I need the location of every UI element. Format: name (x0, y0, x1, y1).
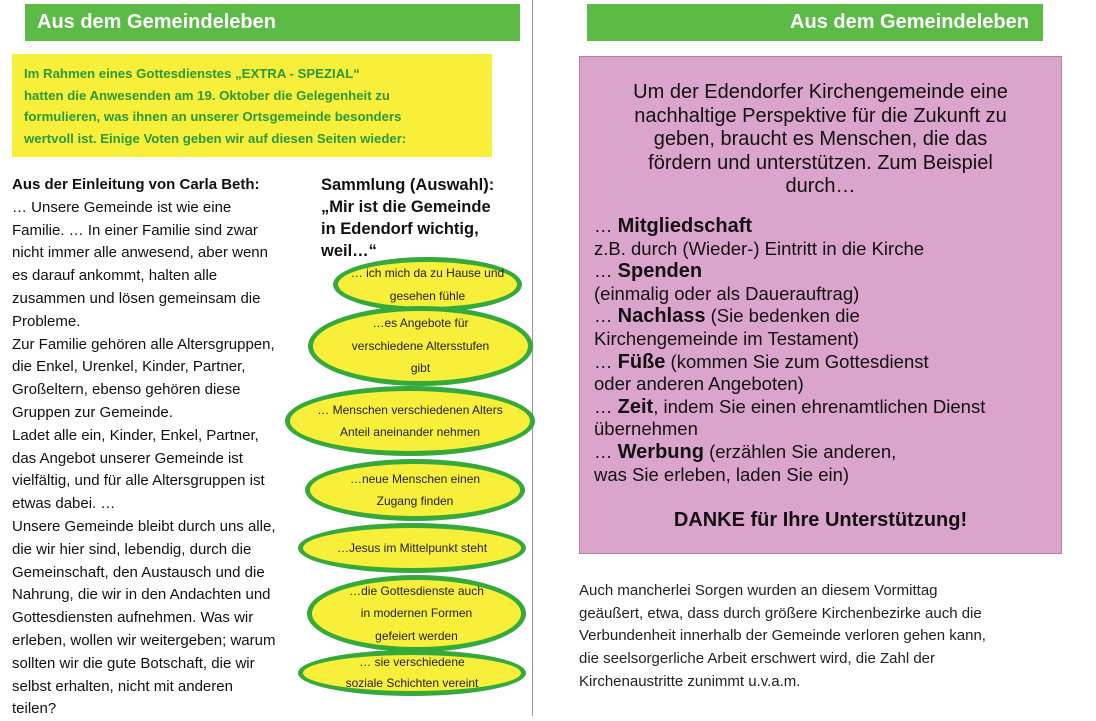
votum-ellipse (305, 459, 525, 521)
votum-ellipse (298, 523, 526, 573)
intro-line: wertvoll ist. Einige Voten geben wir auf diesen Seiten wieder: (24, 130, 407, 146)
einleitung-body (12, 197, 312, 721)
votum-ellipse (298, 650, 526, 696)
votum-line: gibt (410, 361, 431, 376)
einleitung-line: vielfältig, und für alle Altersgruppen ist (12, 472, 265, 490)
support-item-keyword: Mitgliedschaft (617, 215, 753, 237)
votum-text (349, 580, 484, 648)
votum-line: …die Gottesdienste auch (349, 583, 484, 598)
sorgen-line: Auch mancherlei Sorgen wurden an diesem Vormittag (579, 582, 938, 599)
votum-line: soziale Schichten vereint (345, 676, 479, 690)
einleitung-line: es darauf ankommt, halten alle (12, 267, 218, 285)
votum-line: in modernen Formen (360, 606, 473, 621)
einleitung-line: Großeltern, ebenso gehören diese (12, 381, 241, 399)
einleitung-line: etwas dabei. … (12, 495, 116, 513)
support-item-detail: Kirchengemeinde im Testament) (594, 327, 859, 349)
support-item-detail: z.B. durch (Wieder-) Eintritt in die Kirche (594, 237, 925, 259)
sammlung-line: „Mir ist die Gemeinde (321, 198, 491, 216)
support-item-rest: (kommen Sie zum Gottesdienst (665, 350, 929, 372)
danke-text: DANKE für Ihre Unterstützung! (673, 509, 968, 531)
support-item-keyword: Nachlass (617, 305, 706, 328)
support-intro-line: fördern und unterstützen. Zum Beispiel (648, 151, 993, 174)
einleitung-line: Nahrung, die wir in den Andachten und (12, 586, 271, 604)
intro-box (12, 54, 492, 157)
support-item (594, 396, 1054, 419)
support-item (594, 351, 1054, 374)
support-intro-line: durch… (785, 175, 856, 197)
support-item-prefix: … (594, 395, 618, 417)
support-intro (580, 81, 1061, 199)
votum-line: Anteil aneinander nehmen (339, 425, 481, 439)
support-item-keyword: Zeit (617, 395, 654, 418)
einleitung-line: Unsere Gemeinde bleibt durch uns alle, (12, 517, 276, 535)
einleitung-line: das Angebot unserer Gemeinde ist (12, 449, 243, 467)
support-item-prefix: … (594, 305, 618, 327)
support-item-prefix: … (594, 215, 618, 236)
einleitung-heading: Aus der Einleitung von Carla Beth: (12, 176, 260, 193)
intro-line: Im Rahmen eines Gottesdienstes „EXTRA - SPEZIAL“ (24, 66, 360, 81)
votum-text (350, 468, 480, 513)
einleitung-line: Zur Familie gehören alle Altersgruppen, (12, 335, 275, 353)
right-page-header: Aus dem Gemeindeleben (587, 4, 1043, 41)
votum-line: … Menschen verschiedenen Alters (317, 402, 503, 417)
votum-line: …neue Menschen einen (349, 471, 481, 486)
support-item-prefix: … (594, 440, 618, 462)
einleitung-line: Gruppen zur Gemeinde. (12, 403, 173, 421)
einleitung-line: die Enkel, Urenkel, Kinder, Partner, (12, 358, 246, 376)
einleitung-text (12, 174, 312, 721)
einleitung-line: Gemeinschaft, den Austausch und die (12, 563, 265, 581)
einleitung-line: Gottesdiensten aufnehmen. Was wir (12, 609, 254, 627)
support-item-prefix: … (594, 260, 618, 282)
sammlung-line: weil…“ (321, 242, 377, 260)
votum-text (352, 312, 489, 380)
support-item-detail: (einmalig oder als Dauerauftrag) (594, 282, 860, 304)
einleitung-line: teilen? (12, 700, 57, 718)
einleitung-line: selbst erhalten, nicht mit anderen (12, 677, 233, 695)
support-item-detail: was Sie erleben, laden Sie ein) (594, 463, 850, 485)
sorgen-line: geäußert, etwa, dass durch größere Kirchenbezirke auch die (579, 604, 982, 622)
support-intro-line: Um der Edendorfer Kirchengemeinde eine (633, 81, 1008, 103)
sammlung-line: in Edendorf wichtig, (321, 220, 479, 238)
support-item-keyword: Füße (617, 350, 666, 373)
support-item-keyword: Werbung (617, 440, 704, 463)
support-item-keyword: Spenden (617, 260, 703, 283)
votum-line: gefeiert werden (375, 628, 458, 643)
sammlung-heading (321, 174, 531, 262)
support-intro-line: nachhaltige Perspektive für die Zukunft zu (634, 104, 1007, 127)
support-item-detail: oder anderen Angeboten) (594, 373, 804, 395)
sorgen-line: die seelsorgerliche Arbeit erschwert wird, die Zahl der (579, 650, 935, 668)
votum-line: gesehen fühle (389, 288, 466, 303)
support-item-rest: (erzählen Sie anderen, (703, 440, 897, 462)
support-box (579, 56, 1062, 554)
sorgen-text (579, 580, 1049, 694)
einleitung-line: Familie. … In einer Familie sind zwar (12, 221, 258, 239)
votum-line: verschiedene Altersstufen (351, 338, 490, 353)
support-item (594, 260, 1054, 283)
sorgen-line: Verbundenheit innerhalb der Gemeinde verloren gehen kann, (579, 627, 986, 645)
votum-line: …es Angebote für (372, 316, 469, 331)
einleitung-line: erleben, wollen wir weitergeben; warum (12, 631, 276, 649)
page-divider (532, 0, 533, 716)
votum-ellipse (285, 386, 535, 456)
support-item-prefix: … (594, 350, 618, 372)
votum-line: …Jesus im Mittelpunkt steht (336, 540, 488, 555)
votum-line: … ich mich da zu Hause und (350, 266, 505, 280)
votum-ellipse (308, 306, 533, 386)
left-page-header: Aus dem Gemeindeleben (25, 4, 520, 41)
votum-text (337, 537, 487, 560)
support-item-rest: (Sie bedenken die (705, 305, 860, 327)
votum-text (346, 652, 479, 694)
votum-line: … sie verschiedene (359, 655, 465, 669)
support-item-detail: übernehmen (594, 418, 698, 440)
einleitung-line: nicht immer alle anwesend, aber wenn (12, 244, 268, 262)
support-item (594, 441, 1054, 464)
support-list (594, 215, 1054, 486)
votum-ellipse (307, 575, 526, 652)
intro-line: formulieren, was ihnen an unserer Ortsgemeinde besonders (24, 109, 402, 124)
votum-text (317, 399, 502, 444)
support-item (594, 305, 1054, 328)
einleitung-line: zusammen und lösen gemeinsam die (12, 289, 261, 307)
support-intro-line: geben, braucht es Menschen, die das (653, 128, 988, 150)
support-item-rest: , indem Sie einen ehrenamtlichen Dienst (653, 395, 986, 417)
einleitung-line: sollten wir die gute Botschaft, die wir (12, 654, 255, 672)
intro-line: hatten die Anwesenden am 19. Oktober die Gelegenheit zu (24, 87, 390, 103)
votum-text (351, 262, 504, 307)
support-item (594, 215, 1054, 238)
sorgen-line: Kirchenaustritte zunimmt u.v.a.m. (579, 672, 801, 690)
einleitung-line: die wir hier sind, lebendig, durch die (12, 540, 252, 558)
einleitung-line: … Unsere Gemeinde ist wie eine (12, 198, 232, 216)
einleitung-line: Ladet alle ein, Kinder, Enkel, Partner, (12, 426, 259, 444)
votum-ellipse (333, 257, 522, 312)
votum-line: Zugang finden (376, 494, 454, 508)
sammlung-line: Sammlung (Auswahl): (321, 176, 495, 194)
einleitung-line: Probleme. (12, 312, 81, 330)
